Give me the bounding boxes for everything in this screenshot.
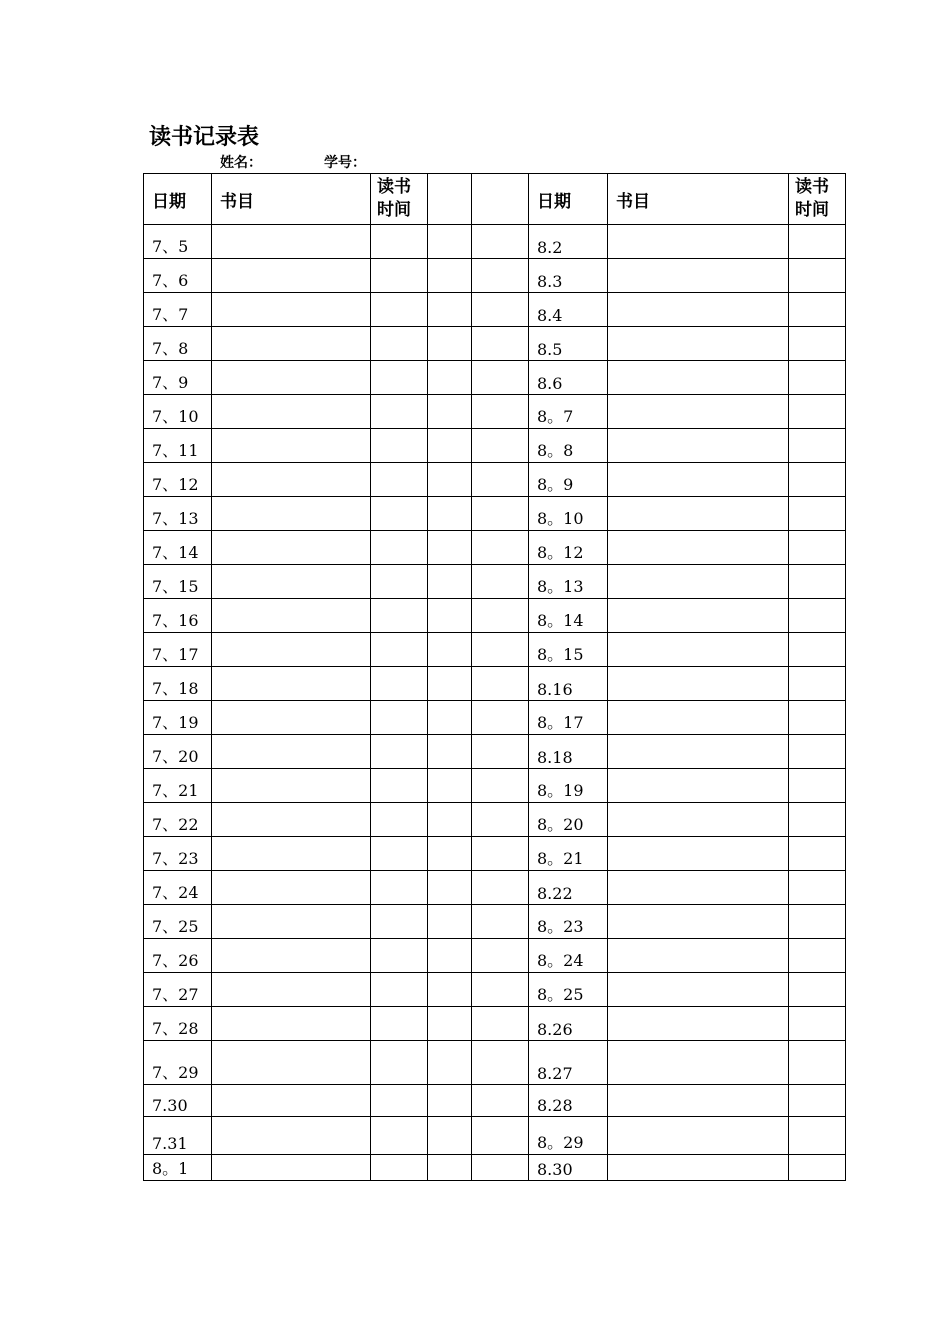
right-reading-time-cell[interactable] <box>789 599 846 633</box>
right-reading-time-cell[interactable] <box>789 293 846 327</box>
left-reading-time-cell[interactable] <box>371 633 428 667</box>
right-book-cell[interactable] <box>608 327 789 361</box>
blank-cell[interactable] <box>472 429 529 463</box>
right-book-cell[interactable] <box>608 259 789 293</box>
right-reading-time-cell[interactable] <box>789 1085 846 1117</box>
right-reading-time-cell[interactable] <box>789 531 846 565</box>
left-date-cell: 7、26 <box>144 939 212 973</box>
left-book-cell[interactable] <box>212 361 371 395</box>
right-book-cell[interactable] <box>608 497 789 531</box>
blank-cell[interactable] <box>428 905 472 939</box>
reading-log-table <box>143 173 846 1181</box>
left-date-cell: 7、19 <box>144 701 212 735</box>
right-reading-time-cell[interactable] <box>789 1155 846 1181</box>
table-row <box>144 565 846 599</box>
left-book-cell[interactable] <box>212 429 371 463</box>
right-date-cell: 8。20 <box>529 803 608 837</box>
table-row <box>144 327 846 361</box>
blank-cell[interactable] <box>428 939 472 973</box>
left-reading-time-cell[interactable] <box>371 769 428 803</box>
right-reading-time-cell[interactable] <box>789 803 846 837</box>
right-date-cell: 8。14 <box>529 599 608 633</box>
right-reading-time-cell[interactable] <box>789 395 846 429</box>
table-row <box>144 599 846 633</box>
blank-cell[interactable] <box>472 327 529 361</box>
right-book-cell[interactable] <box>608 701 789 735</box>
right-reading-time-cell[interactable] <box>789 939 846 973</box>
left-reading-time-cell[interactable] <box>371 837 428 871</box>
right-date-cell: 8。24 <box>529 939 608 973</box>
header-blank-2 <box>472 174 529 225</box>
left-reading-time-cell[interactable] <box>371 565 428 599</box>
left-book-cell[interactable] <box>212 803 371 837</box>
right-date-cell: 8。8 <box>529 429 608 463</box>
left-reading-time-cell[interactable] <box>371 1007 428 1041</box>
left-date-cell: 7、17 <box>144 633 212 667</box>
left-reading-time-cell[interactable] <box>371 939 428 973</box>
blank-cell[interactable] <box>472 735 529 769</box>
left-reading-time-cell[interactable] <box>371 803 428 837</box>
right-reading-time-cell[interactable] <box>789 735 846 769</box>
left-date-cell: 7、5 <box>144 225 212 259</box>
table-row <box>144 429 846 463</box>
right-date-cell: 8.2 <box>529 225 608 259</box>
blank-cell[interactable] <box>428 599 472 633</box>
left-date-cell: 7.30 <box>144 1085 212 1117</box>
left-reading-time-cell[interactable] <box>371 395 428 429</box>
left-date-cell: 7、12 <box>144 463 212 497</box>
right-book-cell[interactable] <box>608 973 789 1007</box>
student-id-field-label: 学号： <box>324 155 366 171</box>
blank-cell[interactable] <box>472 497 529 531</box>
right-reading-time-cell[interactable] <box>789 565 846 599</box>
right-reading-time-cell[interactable] <box>789 1117 846 1155</box>
right-book-cell[interactable] <box>608 667 789 701</box>
left-book-cell[interactable] <box>212 1007 371 1041</box>
right-reading-time-cell[interactable] <box>789 837 846 871</box>
right-book-cell[interactable] <box>608 633 789 667</box>
left-book-cell[interactable] <box>212 259 371 293</box>
table-row <box>144 225 846 259</box>
left-book-cell[interactable] <box>212 633 371 667</box>
left-book-cell[interactable] <box>212 769 371 803</box>
table-row <box>144 531 846 565</box>
right-date-cell: 8.26 <box>529 1007 608 1041</box>
blank-cell[interactable] <box>472 1041 529 1085</box>
right-book-cell[interactable] <box>608 429 789 463</box>
left-date-cell: 7、28 <box>144 1007 212 1041</box>
left-reading-time-cell[interactable] <box>371 1155 428 1181</box>
header-reading-time-left <box>371 174 428 225</box>
right-date-cell: 8。29 <box>529 1117 608 1155</box>
left-reading-time-cell[interactable] <box>371 1041 428 1085</box>
blank-cell[interactable] <box>472 531 529 565</box>
blank-cell[interactable] <box>428 463 472 497</box>
blank-cell[interactable] <box>428 633 472 667</box>
left-date-cell: 7、15 <box>144 565 212 599</box>
left-reading-time-cell[interactable] <box>371 1117 428 1155</box>
left-reading-time-cell[interactable] <box>371 701 428 735</box>
blank-cell[interactable] <box>428 361 472 395</box>
right-reading-time-cell[interactable] <box>789 701 846 735</box>
table-row <box>144 735 846 769</box>
left-reading-time-cell[interactable] <box>371 599 428 633</box>
left-date-cell: 7、29 <box>144 1041 212 1085</box>
right-book-cell[interactable] <box>608 361 789 395</box>
left-book-cell[interactable] <box>212 531 371 565</box>
left-reading-time-cell[interactable] <box>371 667 428 701</box>
right-book-cell[interactable] <box>608 905 789 939</box>
blank-cell[interactable] <box>428 871 472 905</box>
right-date-cell: 8。23 <box>529 905 608 939</box>
left-book-cell[interactable] <box>212 463 371 497</box>
right-date-cell: 8.30 <box>529 1155 608 1181</box>
right-book-cell[interactable] <box>608 1007 789 1041</box>
table-row <box>144 871 846 905</box>
header-time-line1: 读书 <box>377 177 411 197</box>
left-reading-time-cell[interactable] <box>371 735 428 769</box>
blank-cell[interactable] <box>428 497 472 531</box>
right-reading-time-cell[interactable] <box>789 225 846 259</box>
right-date-cell: 8.3 <box>529 259 608 293</box>
table-row <box>144 1007 846 1041</box>
blank-cell[interactable] <box>472 939 529 973</box>
left-book-cell[interactable] <box>212 667 371 701</box>
blank-cell[interactable] <box>428 667 472 701</box>
table-row <box>144 1155 846 1181</box>
page-title: 读书记录表 <box>149 125 260 150</box>
right-date-cell: 8。13 <box>529 565 608 599</box>
left-date-cell: 7、25 <box>144 905 212 939</box>
table-row <box>144 259 846 293</box>
left-book-cell[interactable] <box>212 837 371 871</box>
right-date-cell: 8.27 <box>529 1041 608 1085</box>
right-book-cell[interactable] <box>608 599 789 633</box>
left-book-cell[interactable] <box>212 225 371 259</box>
table-row <box>144 1085 846 1117</box>
left-date-cell: 7、27 <box>144 973 212 1007</box>
right-book-cell[interactable] <box>608 293 789 327</box>
right-date-cell: 8.22 <box>529 871 608 905</box>
right-reading-time-cell[interactable] <box>789 973 846 1007</box>
blank-cell[interactable] <box>472 871 529 905</box>
left-reading-time-cell[interactable] <box>371 531 428 565</box>
left-reading-time-cell[interactable] <box>371 1085 428 1117</box>
left-date-cell: 7、23 <box>144 837 212 871</box>
right-book-cell[interactable] <box>608 871 789 905</box>
blank-cell[interactable] <box>428 327 472 361</box>
left-date-cell: 7、7 <box>144 293 212 327</box>
left-reading-time-cell[interactable] <box>371 327 428 361</box>
right-book-cell[interactable] <box>608 463 789 497</box>
blank-cell[interactable] <box>472 599 529 633</box>
blank-cell[interactable] <box>472 973 529 1007</box>
right-date-cell: 8.5 <box>529 327 608 361</box>
blank-cell[interactable] <box>472 565 529 599</box>
table-row <box>144 667 846 701</box>
blank-cell[interactable] <box>472 837 529 871</box>
table-row <box>144 293 846 327</box>
blank-cell[interactable] <box>428 225 472 259</box>
left-date-cell: 7.31 <box>144 1117 212 1155</box>
right-date-cell: 8。19 <box>529 769 608 803</box>
blank-cell[interactable] <box>472 905 529 939</box>
blank-cell[interactable] <box>472 1155 529 1181</box>
right-reading-time-cell[interactable] <box>789 1041 846 1085</box>
blank-cell[interactable] <box>428 531 472 565</box>
right-book-cell[interactable] <box>608 939 789 973</box>
left-date-cell: 7、20 <box>144 735 212 769</box>
blank-cell[interactable] <box>428 1117 472 1155</box>
left-date-cell: 7、14 <box>144 531 212 565</box>
right-book-cell[interactable] <box>608 1155 789 1181</box>
blank-cell[interactable] <box>472 1007 529 1041</box>
left-book-cell[interactable] <box>212 701 371 735</box>
left-book-cell[interactable] <box>212 327 371 361</box>
table-row <box>144 939 846 973</box>
name-field-label: 姓名： <box>220 155 262 171</box>
table-row <box>144 837 846 871</box>
header-reading-time-right <box>789 174 846 225</box>
right-reading-time-cell[interactable] <box>789 871 846 905</box>
blank-cell[interactable] <box>428 1155 472 1181</box>
header-book-left: 书目 <box>212 174 371 225</box>
table-row <box>144 463 846 497</box>
left-book-cell[interactable] <box>212 871 371 905</box>
blank-cell[interactable] <box>428 769 472 803</box>
right-reading-time-cell[interactable] <box>789 259 846 293</box>
table-row <box>144 905 846 939</box>
blank-cell[interactable] <box>428 429 472 463</box>
table-row <box>144 633 846 667</box>
left-date-cell: 7、9 <box>144 361 212 395</box>
blank-cell[interactable] <box>472 701 529 735</box>
table-header-row <box>144 174 846 225</box>
left-date-cell: 7、22 <box>144 803 212 837</box>
right-book-cell[interactable] <box>608 803 789 837</box>
blank-cell[interactable] <box>428 803 472 837</box>
left-book-cell[interactable] <box>212 395 371 429</box>
blank-cell[interactable] <box>472 225 529 259</box>
blank-cell[interactable] <box>428 1007 472 1041</box>
blank-cell[interactable] <box>428 973 472 1007</box>
left-reading-time-cell[interactable] <box>371 871 428 905</box>
right-book-cell[interactable] <box>608 565 789 599</box>
right-date-cell: 8.18 <box>529 735 608 769</box>
right-reading-time-cell[interactable] <box>789 667 846 701</box>
left-book-cell[interactable] <box>212 1155 371 1181</box>
left-date-cell: 7、16 <box>144 599 212 633</box>
right-date-cell: 8。21 <box>529 837 608 871</box>
left-reading-time-cell[interactable] <box>371 497 428 531</box>
table-row <box>144 701 846 735</box>
right-date-cell: 8。12 <box>529 531 608 565</box>
header-book-right: 书目 <box>608 174 789 225</box>
right-date-cell: 8。9 <box>529 463 608 497</box>
left-reading-time-cell[interactable] <box>371 259 428 293</box>
blank-cell[interactable] <box>472 1117 529 1155</box>
right-date-cell: 8。7 <box>529 395 608 429</box>
blank-cell[interactable] <box>428 293 472 327</box>
table-row <box>144 1117 846 1155</box>
blank-cell[interactable] <box>472 1085 529 1117</box>
right-reading-time-cell[interactable] <box>789 463 846 497</box>
right-book-cell[interactable] <box>608 395 789 429</box>
left-reading-time-cell[interactable] <box>371 429 428 463</box>
right-date-cell: 8。15 <box>529 633 608 667</box>
left-date-cell: 7、24 <box>144 871 212 905</box>
header-time-line1: 读书 <box>795 177 829 197</box>
left-date-cell: 7、8 <box>144 327 212 361</box>
left-date-cell: 7、11 <box>144 429 212 463</box>
blank-cell[interactable] <box>428 701 472 735</box>
right-date-cell: 8.28 <box>529 1085 608 1117</box>
right-book-cell[interactable] <box>608 769 789 803</box>
left-date-cell: 7、10 <box>144 395 212 429</box>
left-book-cell[interactable] <box>212 565 371 599</box>
left-date-cell: 7、13 <box>144 497 212 531</box>
left-date-cell: 7、18 <box>144 667 212 701</box>
blank-cell[interactable] <box>428 735 472 769</box>
right-date-cell: 8.6 <box>529 361 608 395</box>
right-book-cell[interactable] <box>608 1117 789 1155</box>
table-row <box>144 1041 846 1085</box>
blank-cell[interactable] <box>428 837 472 871</box>
left-book-cell[interactable] <box>212 293 371 327</box>
table-row <box>144 803 846 837</box>
blank-cell[interactable] <box>428 259 472 293</box>
left-reading-time-cell[interactable] <box>371 293 428 327</box>
header-date-left: 日期 <box>144 174 212 225</box>
right-book-cell[interactable] <box>608 531 789 565</box>
blank-cell[interactable] <box>428 1085 472 1117</box>
blank-cell[interactable] <box>472 633 529 667</box>
left-book-cell[interactable] <box>212 1117 371 1155</box>
header-time-line2: 时间 <box>377 200 411 220</box>
left-book-cell[interactable] <box>212 599 371 633</box>
blank-cell[interactable] <box>428 565 472 599</box>
header-date-right: 日期 <box>529 174 608 225</box>
right-book-cell[interactable] <box>608 1041 789 1085</box>
right-reading-time-cell[interactable] <box>789 429 846 463</box>
left-date-cell: 7、21 <box>144 769 212 803</box>
left-book-cell[interactable] <box>212 939 371 973</box>
table-row <box>144 769 846 803</box>
left-book-cell[interactable] <box>212 497 371 531</box>
table-row <box>144 497 846 531</box>
blank-cell[interactable] <box>472 395 529 429</box>
header-blank-1 <box>428 174 472 225</box>
table-row <box>144 395 846 429</box>
table-row <box>144 973 846 1007</box>
left-reading-time-cell[interactable] <box>371 463 428 497</box>
right-reading-time-cell[interactable] <box>789 327 846 361</box>
header-time-line2: 时间 <box>795 200 829 220</box>
right-reading-time-cell[interactable] <box>789 361 846 395</box>
right-book-cell[interactable] <box>608 837 789 871</box>
left-book-cell[interactable] <box>212 1085 371 1117</box>
right-date-cell: 8。17 <box>529 701 608 735</box>
left-reading-time-cell[interactable] <box>371 973 428 1007</box>
right-book-cell[interactable] <box>608 225 789 259</box>
right-reading-time-cell[interactable] <box>789 905 846 939</box>
blank-cell[interactable] <box>472 259 529 293</box>
right-date-cell: 8.16 <box>529 667 608 701</box>
table-row <box>144 361 846 395</box>
blank-cell[interactable] <box>472 803 529 837</box>
left-book-cell[interactable] <box>212 1041 371 1085</box>
right-date-cell: 8.4 <box>529 293 608 327</box>
left-date-cell: 8。1 <box>144 1155 212 1181</box>
right-reading-time-cell[interactable] <box>789 497 846 531</box>
left-reading-time-cell[interactable] <box>371 905 428 939</box>
left-reading-time-cell[interactable] <box>371 225 428 259</box>
left-reading-time-cell[interactable] <box>371 361 428 395</box>
blank-cell[interactable] <box>472 769 529 803</box>
right-book-cell[interactable] <box>608 1085 789 1117</box>
blank-cell[interactable] <box>472 293 529 327</box>
blank-cell[interactable] <box>472 667 529 701</box>
left-book-cell[interactable] <box>212 973 371 1007</box>
blank-cell[interactable] <box>472 463 529 497</box>
right-reading-time-cell[interactable] <box>789 633 846 667</box>
blank-cell[interactable] <box>472 361 529 395</box>
left-date-cell: 7、6 <box>144 259 212 293</box>
right-reading-time-cell[interactable] <box>789 1007 846 1041</box>
right-book-cell[interactable] <box>608 735 789 769</box>
right-date-cell: 8。25 <box>529 973 608 1007</box>
left-book-cell[interactable] <box>212 905 371 939</box>
right-reading-time-cell[interactable] <box>789 769 846 803</box>
right-date-cell: 8。10 <box>529 497 608 531</box>
left-book-cell[interactable] <box>212 735 371 769</box>
blank-cell[interactable] <box>428 395 472 429</box>
blank-cell[interactable] <box>428 1041 472 1085</box>
